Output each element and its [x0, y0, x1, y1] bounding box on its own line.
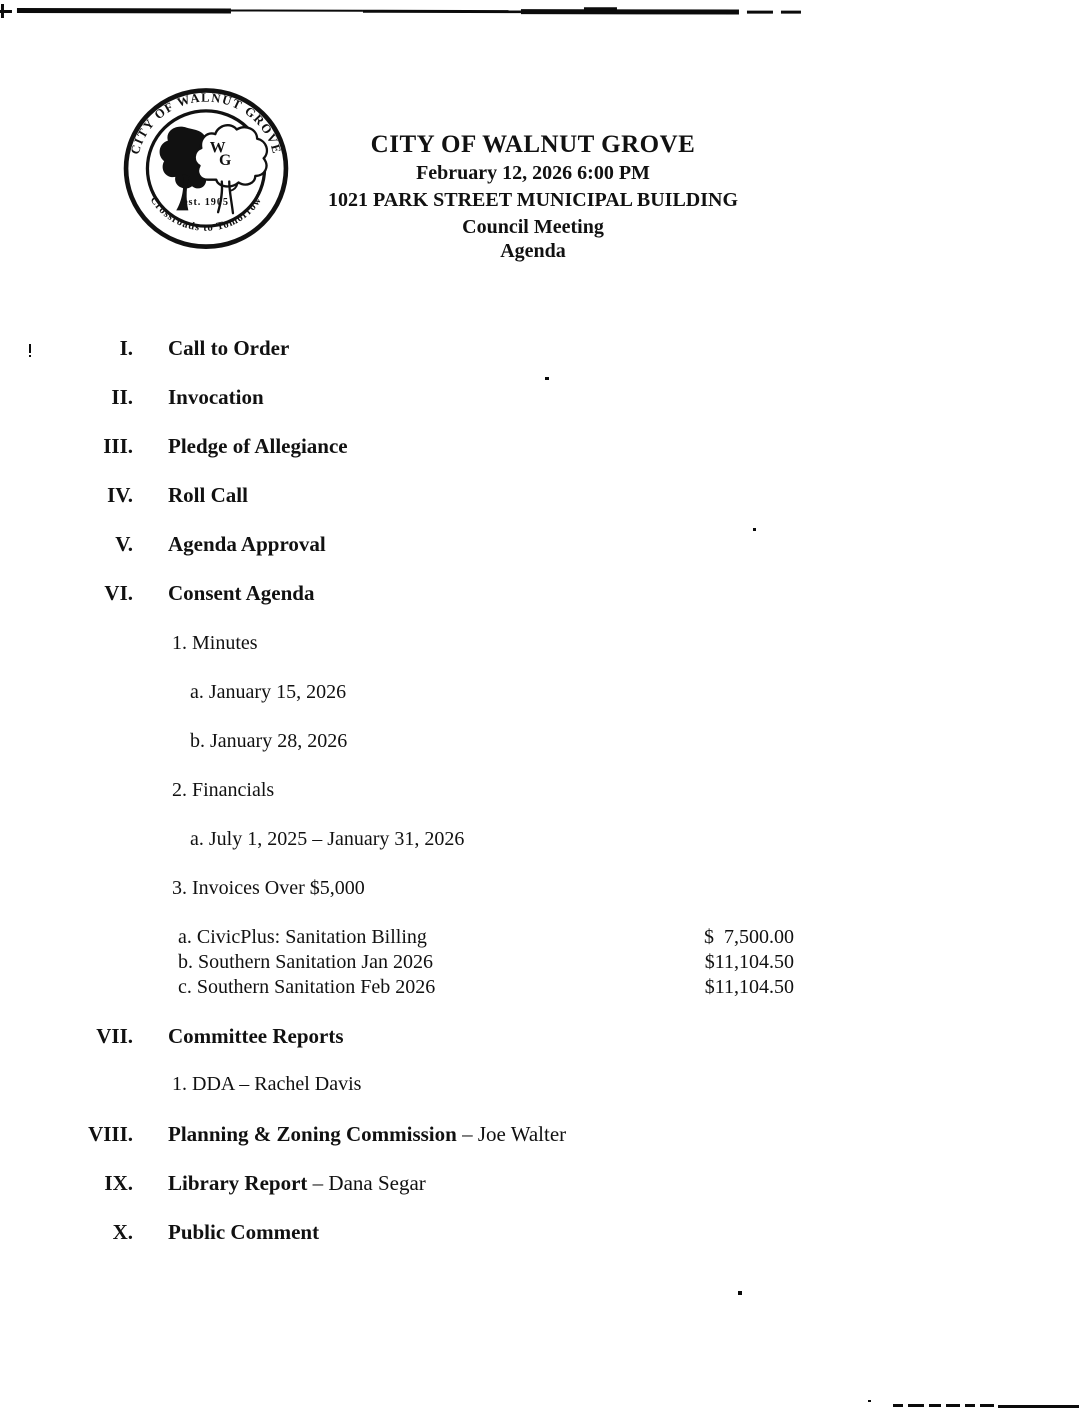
document-title: CITY OF WALNUT GROVE: [370, 131, 696, 158]
invoice-amount: $11,104.50: [704, 976, 794, 998]
item-numeral: VI.: [104, 581, 133, 605]
scan-speck: [753, 528, 756, 531]
invoice-label: c. Southern Sanitation Feb 2026: [178, 976, 436, 998]
scan-artifact-top-line: [0, 0, 1079, 2]
document-subtitle: Agenda: [500, 240, 566, 262]
item-title: Public Comment: [168, 1220, 320, 1244]
seal-monogram-w: W: [209, 139, 226, 157]
invoice-amount: $ 7,500.00: [704, 926, 794, 948]
consent-subitem-financials: 2. Financials: [172, 779, 275, 801]
item-title: Committee Reports: [168, 1024, 344, 1048]
item-numeral: V.: [115, 532, 133, 556]
consent-subitem-minutes: 1. Minutes: [172, 632, 258, 654]
item-numeral: VIII.: [88, 1122, 133, 1146]
item-title: Call to Order: [168, 336, 290, 360]
consent-subitem-invoices: 3. Invoices Over $5,000: [172, 877, 365, 899]
seal-monogram-g: G: [219, 151, 232, 169]
scan-speck: [738, 1291, 742, 1295]
meeting-type: Council Meeting: [462, 216, 604, 238]
consent-subitem-minutes-b: b. January 28, 2026: [190, 730, 348, 752]
item-numeral: I.: [119, 336, 133, 360]
item-title: Invocation: [168, 385, 264, 409]
invoice-label: b. Southern Sanitation Jan 2026: [178, 951, 433, 973]
item-numeral: X.: [112, 1220, 133, 1244]
item-numeral: III.: [103, 434, 133, 458]
item-presenter: – Joe Walter: [456, 1122, 567, 1146]
scan-speck: [29, 355, 31, 357]
scan-speck: [545, 377, 549, 380]
invoice-amount: $11,104.50: [704, 951, 794, 973]
item-title: Consent Agenda: [168, 581, 315, 605]
item-title: Library Report: [168, 1171, 308, 1195]
item-numeral: IV.: [107, 483, 133, 507]
item-title: Pledge of Allegiance: [168, 434, 348, 458]
committee-subitem-dda: 1. DDA – Rachel Davis: [172, 1073, 362, 1095]
meeting-location: 1021 PARK STREET MUNICIPAL BUILDING: [327, 189, 739, 211]
invoice-label: a. CivicPlus: Sanitation Billing: [178, 926, 427, 948]
seal-ring-text-bottom: “Crossroads to Tomorrow”: [144, 189, 268, 234]
meeting-datetime: February 12, 2026 6:00 PM: [416, 162, 650, 184]
seal-established-text: est. 1905: [183, 196, 229, 208]
consent-subitem-financials-a: a. July 1, 2025 – January 31, 2026: [190, 828, 465, 850]
item-title: Planning & Zoning Commission: [168, 1122, 457, 1146]
consent-subitem-minutes-a: a. January 15, 2026: [190, 681, 347, 703]
item-presenter: – Dana Segar: [307, 1171, 426, 1195]
item-title: Agenda Approval: [168, 532, 326, 556]
item-title: Roll Call: [168, 483, 248, 507]
seal-ring-text-top: CITY OF WALNUT GROVE: [127, 90, 285, 157]
item-numeral: II.: [111, 385, 133, 409]
item-numeral: IX.: [104, 1171, 133, 1195]
scan-speck: [29, 344, 31, 353]
item-numeral: VII.: [96, 1024, 133, 1048]
scan-speck: [868, 1400, 871, 1402]
